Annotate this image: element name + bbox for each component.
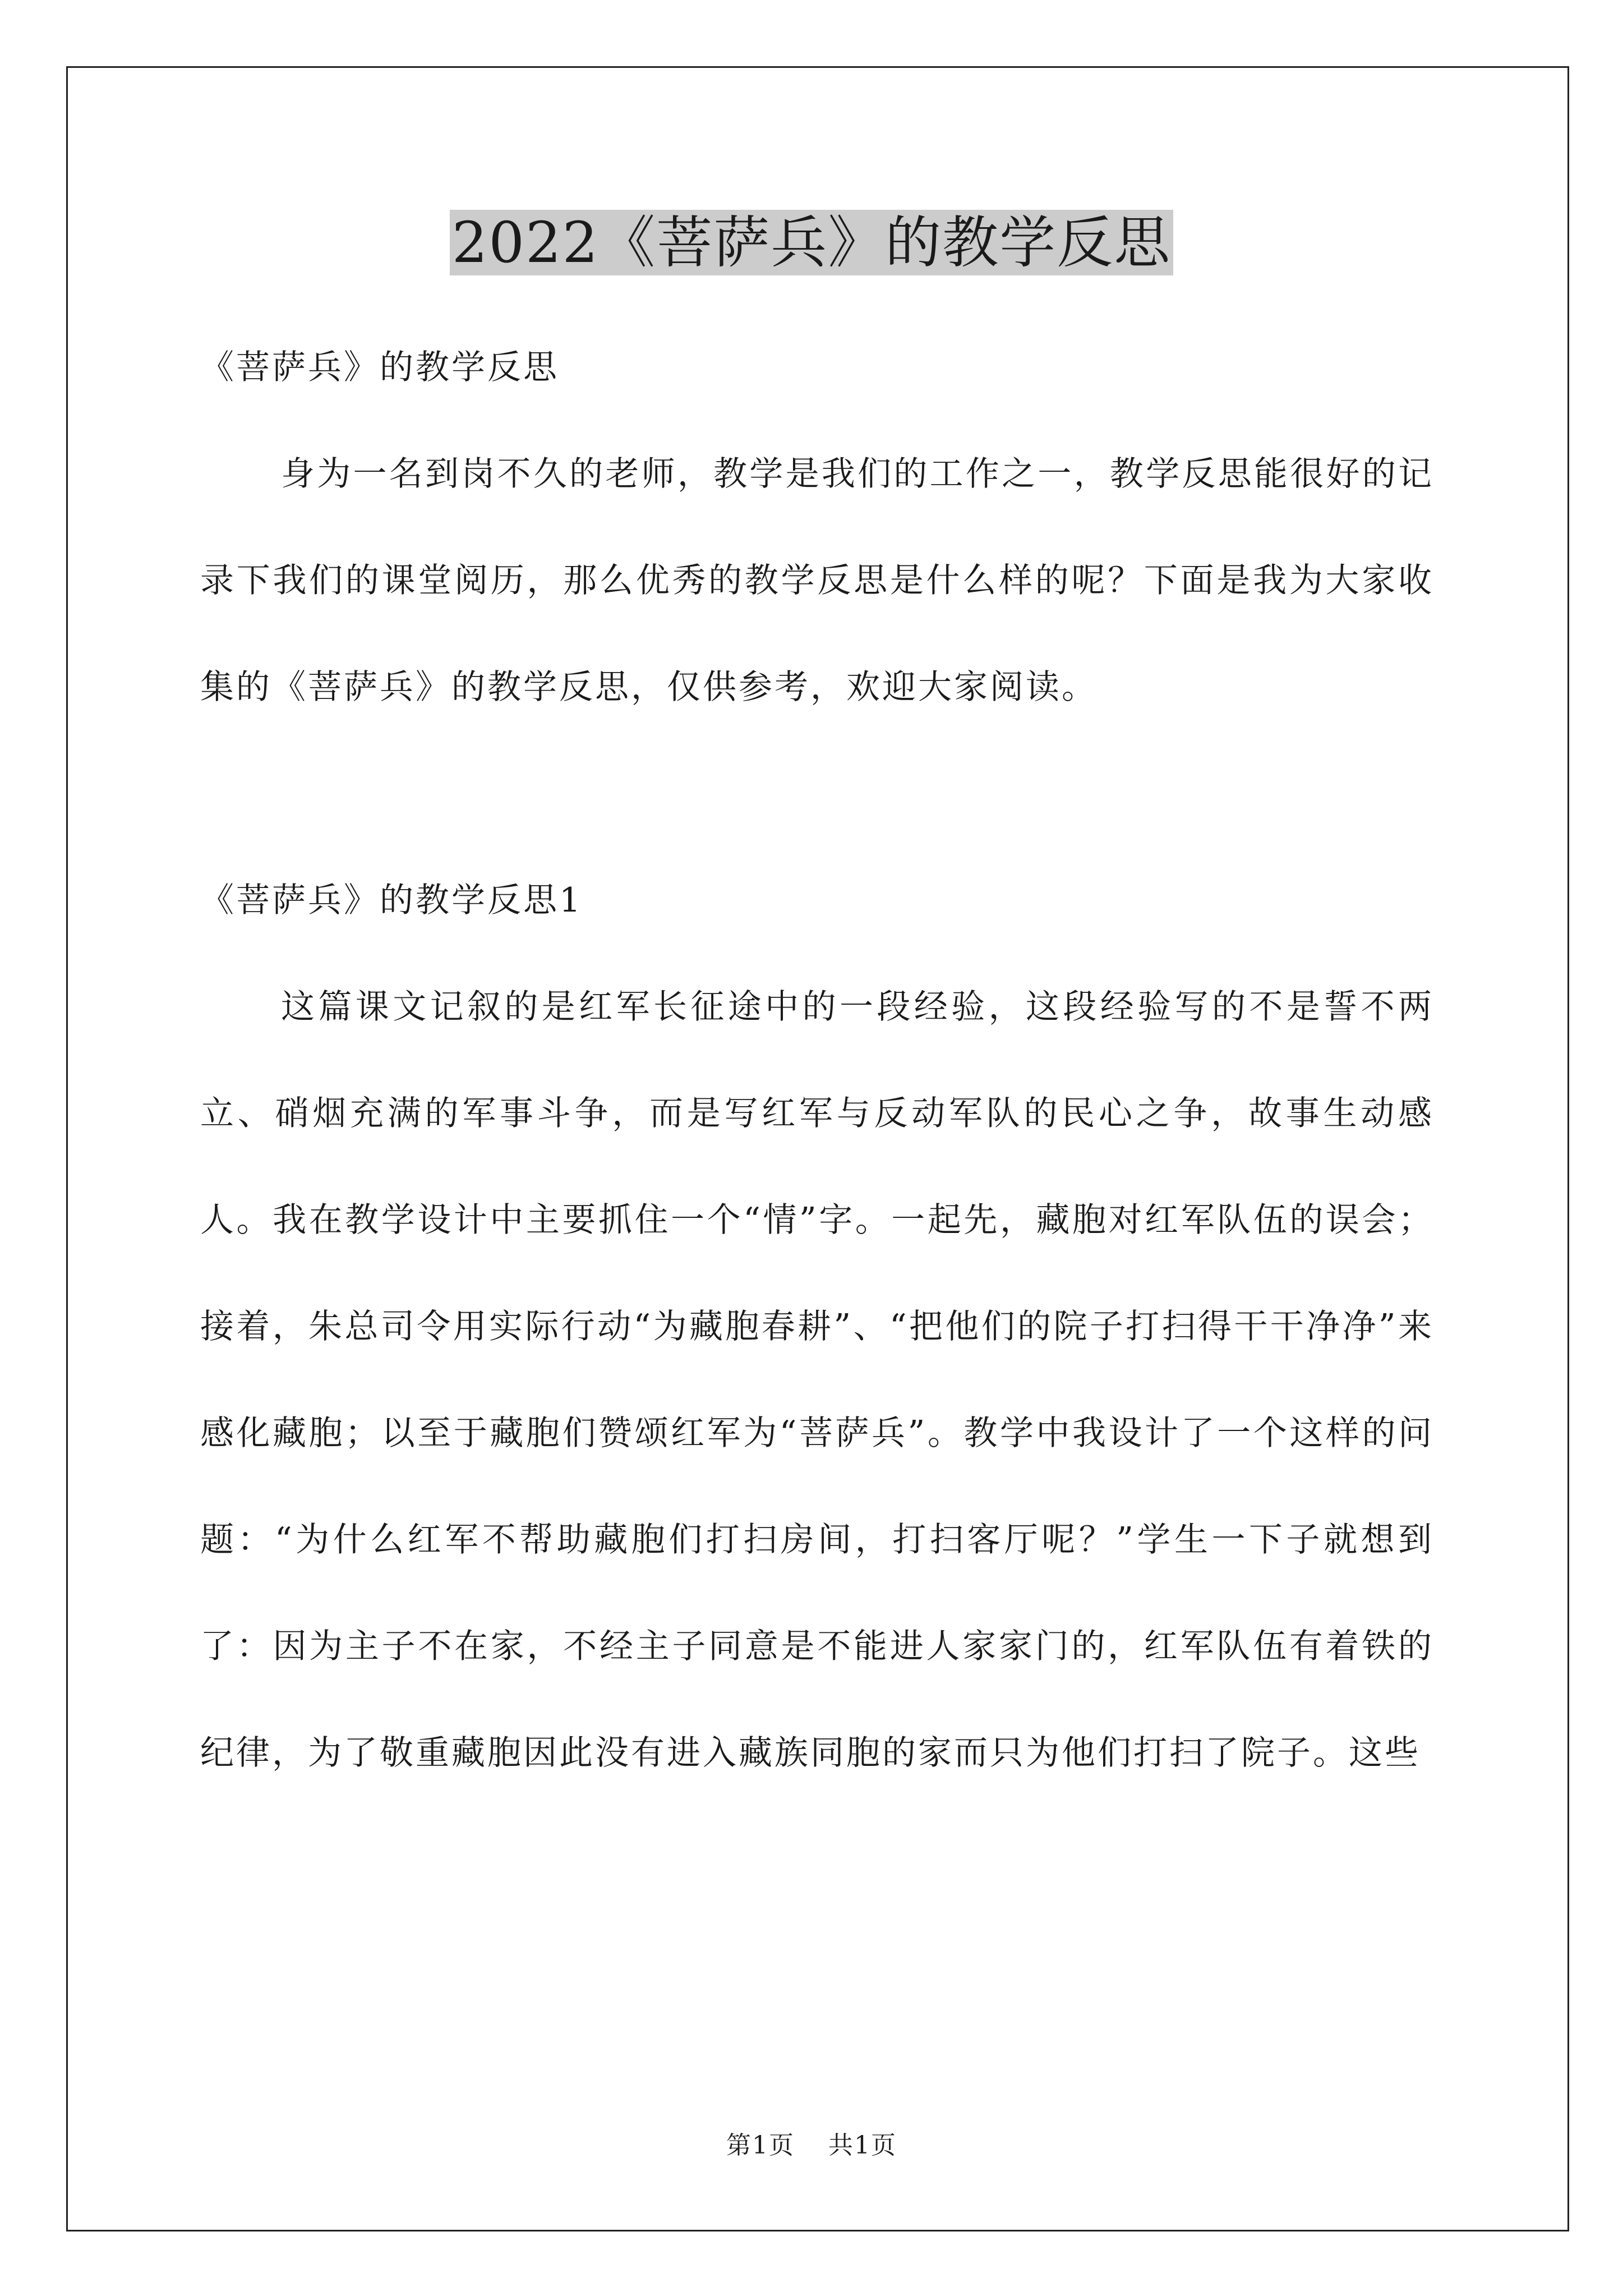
- document-title-text: 2022《菩萨兵》的教学反思: [450, 210, 1174, 275]
- document-title: [0, 201, 1623, 285]
- page-total: 共1页: [828, 2131, 897, 2160]
- paragraph-spacer: [200, 740, 1434, 847]
- intro-paragraph: 身为一名到岗不久的老师，教学是我们的工作之一，教学反思能很好的记录下我们的课堂阅历，那么优秀的教学反思是什么样的呢？下面是我为大家收集的《菩萨兵》的教学反思，仅供参考，欢迎大家阅读。: [200, 454, 1434, 707]
- page-number: 第1页: [726, 2131, 795, 2160]
- document-body: [200, 314, 1434, 1806]
- section-heading: 《菩萨兵》的教学反思1: [200, 881, 583, 920]
- document-subtitle: 《菩萨兵》的教学反思: [200, 348, 559, 387]
- section-paragraph: 这篇课文记叙的是红军长征途中的一段经验，这段经验写的不是誓不两立、硝烟充满的军事斗争，而是写红军与反动军队的民心之争，故事生动感人。我在教学设计中主要抓住一个“情”字。一起先，藏胞对红军队伍的误会；接着，朱总司令用实际行动“为藏胞春耕”、“把他们的院子打扫得干干净净”来感化藏胞；以至于藏胞们赞颂红军为“菩萨兵”。教学中我设计了一个这样的问题：“为什么红军不帮助藏胞们打扫房间，打扫客厅呢？”学生一下子就想到了：因为主子不在家，不经主子同意是不能进人家家门的，红军队伍有着铁的纪律，为了敬重藏胞因此没有进入藏族同胞的家而只为他们打扫了院子。这些: [200, 987, 1434, 1773]
- page-footer: [0, 2126, 1623, 2165]
